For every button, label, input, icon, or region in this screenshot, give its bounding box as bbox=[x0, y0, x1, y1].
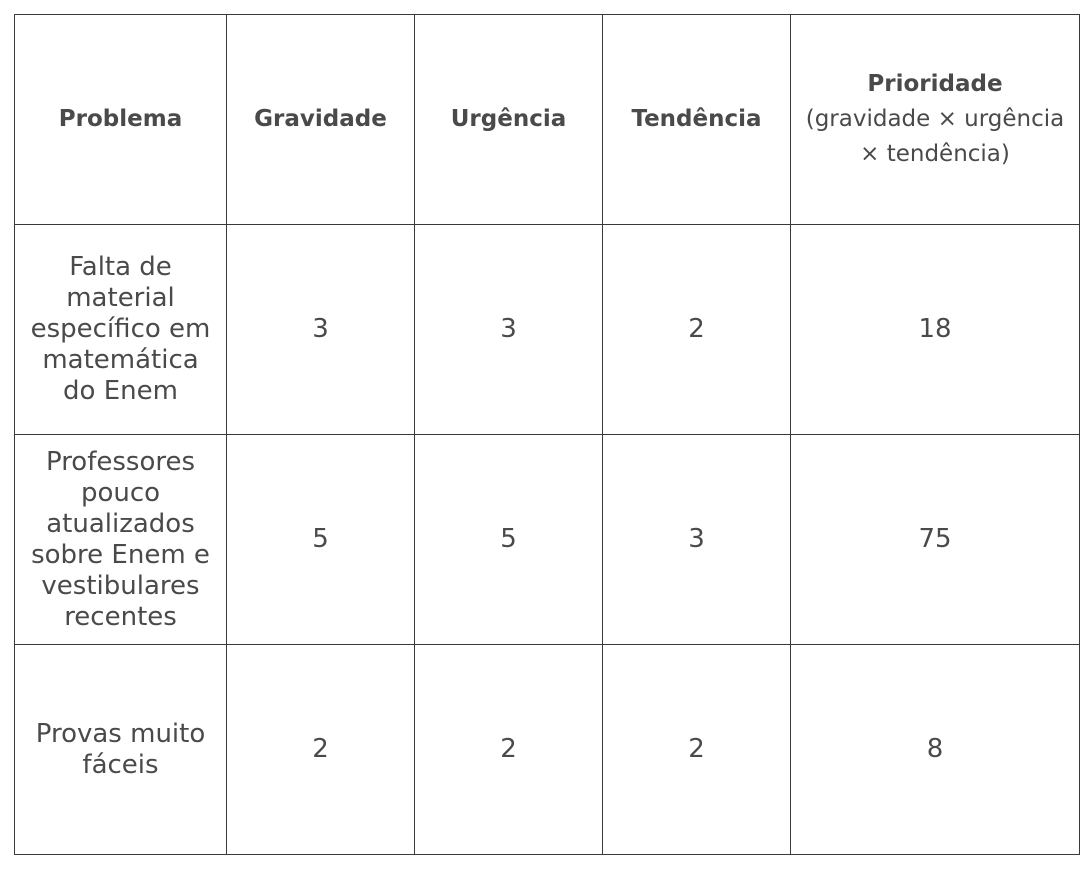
header-priority bbox=[791, 15, 1080, 225]
cell-tendency: 2 bbox=[603, 225, 791, 435]
cell-tendency: 3 bbox=[603, 435, 791, 645]
table-row bbox=[15, 645, 1080, 855]
header-urgency: Urgência bbox=[415, 15, 603, 225]
cell-gravity: 3 bbox=[227, 225, 415, 435]
cell-urgency: 5 bbox=[415, 435, 603, 645]
table-row bbox=[15, 225, 1080, 435]
header-gravity: Gravidade bbox=[227, 15, 415, 225]
cell-priority: 8 bbox=[791, 645, 1080, 855]
table-row bbox=[15, 435, 1080, 645]
header-tendency: Tendência bbox=[603, 15, 791, 225]
header-priority-label: Prioridade bbox=[867, 71, 1003, 97]
cell-priority: 75 bbox=[791, 435, 1080, 645]
cell-gravity: 5 bbox=[227, 435, 415, 645]
gut-matrix-table bbox=[14, 14, 1080, 855]
header-row bbox=[15, 15, 1080, 225]
cell-problem: Professores pouco atualizados sobre Enem e vestibulares recentes bbox=[15, 435, 227, 645]
header-problem: Problema bbox=[15, 15, 227, 225]
cell-problem: Provas muito fáceis bbox=[15, 645, 227, 855]
header-priority-formula: (gravidade × urgência × tendência) bbox=[805, 106, 1065, 167]
cell-priority: 18 bbox=[791, 225, 1080, 435]
cell-tendency: 2 bbox=[603, 645, 791, 855]
cell-problem: Falta de material específico em matemática do Enem bbox=[15, 225, 227, 435]
cell-urgency: 2 bbox=[415, 645, 603, 855]
cell-urgency: 3 bbox=[415, 225, 603, 435]
cell-gravity: 2 bbox=[227, 645, 415, 855]
